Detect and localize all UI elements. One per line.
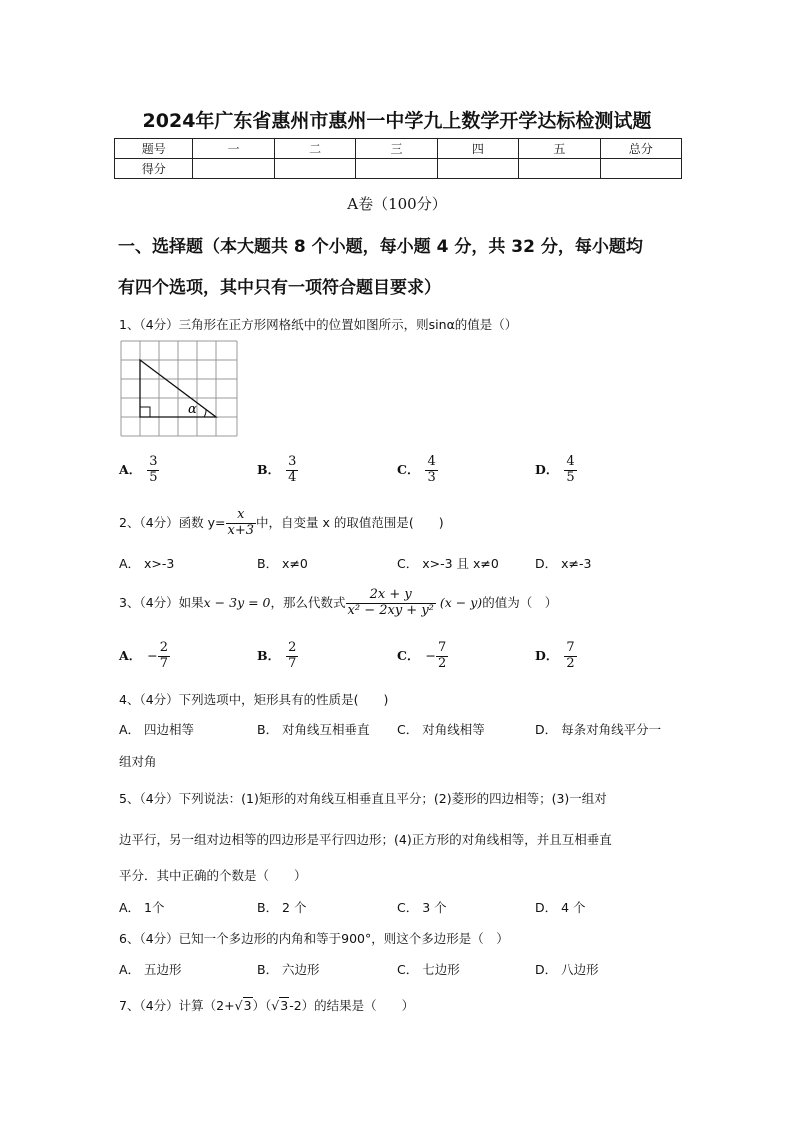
score-cell-4: 四 xyxy=(437,139,518,159)
q2-stem: 2、（4分）函数 y= $\frac{x}{x+3}$ 中，自变量 x 的取值范围是( ) xyxy=(119,507,444,538)
q4-option-d[interactable]: D． 每条对角线平分一 xyxy=(535,722,662,737)
q1-grid-figure xyxy=(120,340,238,438)
score-blank[interactable] xyxy=(519,159,600,179)
q3-option-d[interactable]: D． $\frac{7}{2}$ xyxy=(535,640,575,671)
q2-option-d[interactable]: D． x≠-3 xyxy=(535,556,592,571)
score-blank[interactable] xyxy=(600,159,681,179)
q5-stem-line1: 5、（4分）下列说法：(1)矩形的对角线互相垂直且平分；(2)菱形的四边相等；(3)一组对 xyxy=(119,791,607,806)
score-table-header-row xyxy=(115,139,682,159)
score-blank[interactable] xyxy=(437,159,518,179)
q6-option-b[interactable]: B． 六边形 xyxy=(257,962,320,977)
q2-option-a[interactable]: A． x>-3 xyxy=(119,556,175,571)
q5-option-c[interactable]: C． 3 个 xyxy=(397,900,447,915)
q3-option-a[interactable]: A． − $\frac{2}{7}$ xyxy=(119,640,168,671)
q5-option-d[interactable]: D． 4 个 xyxy=(535,900,586,915)
page-title: 2024年广东省惠州市惠州一中学九上数学开学达标检测试题 xyxy=(142,110,652,132)
score-cell-total: 总分 xyxy=(600,139,681,159)
q3-option-c[interactable]: C． − $\frac{7}{2}$ xyxy=(397,640,447,671)
q6-option-a[interactable]: A． 五边形 xyxy=(119,962,182,977)
q4-option-c[interactable]: C． 对角线相等 xyxy=(397,722,485,737)
section1-heading-line1: 一、选择题（本大题共 8 个小题，每小题 4 分，共 32 分，每小题均 xyxy=(118,237,643,257)
volume-heading: A卷（100分） xyxy=(347,195,447,213)
q2-option-b[interactable]: B． x≠0 xyxy=(257,556,308,571)
score-table-score-row xyxy=(115,159,682,179)
q6-option-c[interactable]: C． 七边形 xyxy=(397,962,460,977)
score-blank[interactable] xyxy=(274,159,355,179)
score-blank[interactable] xyxy=(193,159,274,179)
q6-stem: 6、（4分）已知一个多边形的内角和等于900°，则这个多边形是（ ） xyxy=(119,931,509,946)
q2-option-c[interactable]: C． x>-3 且 x≠0 xyxy=(397,556,499,571)
score-row-label: 得分 xyxy=(115,159,193,179)
score-cell-1: 一 xyxy=(193,139,274,159)
q4-option-b[interactable]: B． 对角线互相垂直 xyxy=(257,722,370,737)
q5-option-b[interactable]: B． 2 个 xyxy=(257,900,307,915)
q5-stem-line2: 边平行，另一组对边相等的四边形是平行四边形；(4)正方形的对角线相等，并且互相垂直 xyxy=(119,832,612,847)
q1-option-c[interactable]: C． $\frac{4}{3}$ xyxy=(397,454,436,485)
sqrt-sign: √ xyxy=(234,998,243,1013)
q7-stem: 7、（4分）计算（2+√3）（√3-2）的结果是（ ） xyxy=(119,998,415,1013)
q5-option-a[interactable]: A． 1个 xyxy=(119,900,165,915)
q4-option-d-continuation: 组对角 xyxy=(119,754,157,769)
score-cell-label: 题号 xyxy=(115,139,193,159)
right-angle-mark xyxy=(140,407,150,417)
q3-option-b[interactable]: B． $\frac{2}{7}$ xyxy=(257,640,297,671)
score-blank[interactable] xyxy=(356,159,437,179)
q1-stem: 1、（4分）三角形在正方形网格纸中的位置如图所示，则sinα的值是（） xyxy=(119,317,518,332)
sqrt-sign: √ xyxy=(271,998,280,1013)
q1-option-b[interactable]: B． $\frac{3}{4}$ xyxy=(257,454,297,485)
q4-option-a[interactable]: A． 四边相等 xyxy=(119,722,195,737)
angle-arc xyxy=(204,410,206,417)
score-table xyxy=(114,138,682,179)
score-cell-3: 三 xyxy=(356,139,437,159)
q3-stem: 3、（4分）如果x − 3y = 0，那么代数式 $\frac{2x + y}{\text{x² − 2xy + y²}}$ (x − y)的值为（ ） xyxy=(119,587,558,618)
q1-option-d[interactable]: D． $\frac{4}{5}$ xyxy=(535,454,575,485)
q5-stem-line3: 平分．其中正确的个数是（ ） xyxy=(119,868,307,883)
angle-alpha-label: α xyxy=(188,402,197,417)
score-cell-5: 五 xyxy=(519,139,600,159)
score-cell-2: 二 xyxy=(274,139,355,159)
q4-stem: 4、（4分）下列选项中，矩形具有的性质是( ) xyxy=(119,692,389,707)
q1-option-a[interactable]: A． $\frac{3}{5}$ xyxy=(119,454,158,485)
section1-heading-line2: 有四个选项，其中只有一项符合题目要求） xyxy=(118,278,441,298)
q6-option-d[interactable]: D． 八边形 xyxy=(535,962,599,977)
